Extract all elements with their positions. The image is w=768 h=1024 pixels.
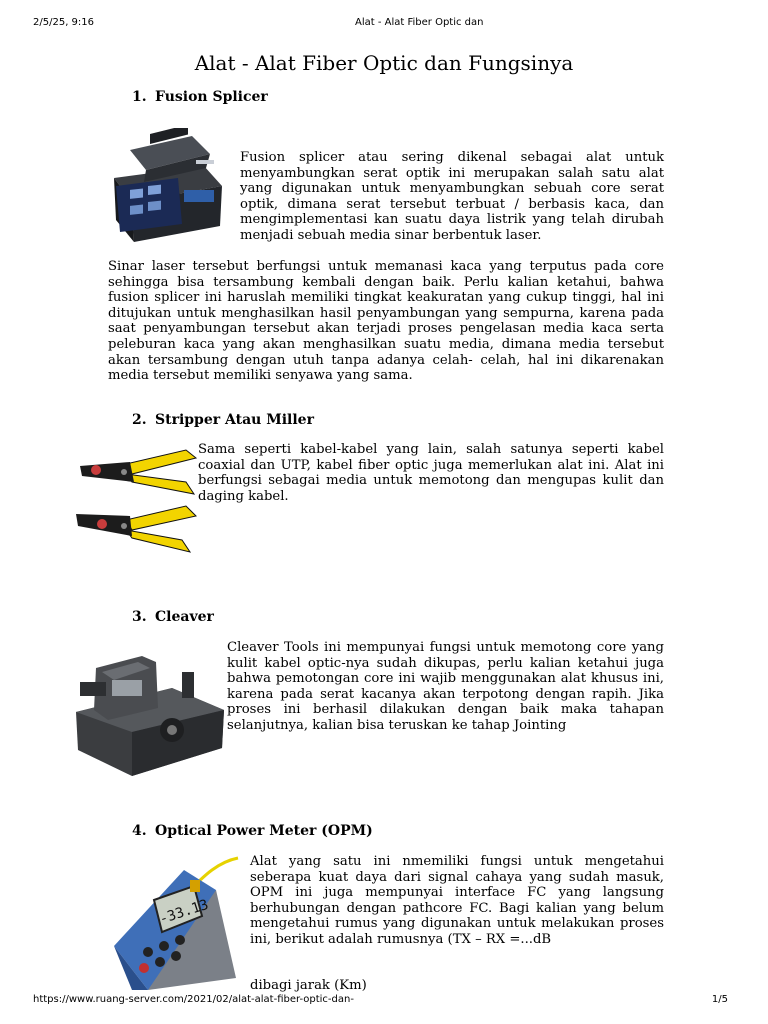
section-number: 2. — [132, 412, 147, 428]
page-title: Alat - Alat Fiber Optic dan Fungsinya — [194, 51, 574, 75]
section-paragraph: Alat yang satu ini nmemiliki fungsi untuk mengetahui seberapa kuat daya dari signal cahaya yang sudah masuk, OPM ini juga mempunyai interface FC yang langsung berhubungan dengan pathcore FC. Bagi kalian yang belum mengetahui rumus yang digunakan untuk melakukan proses ini, berikut adalah rumusnya (TX – RX =...dB — [250, 854, 664, 947]
section-heading-fusion-splicer — [132, 88, 268, 106]
section-title: Cleaver — [155, 609, 214, 625]
section-paragraph: dibagi jarak (Km) — [250, 978, 367, 993]
print-date: 2/5/25, 9:16 — [33, 17, 95, 28]
section-heading-stripper — [132, 411, 314, 429]
section-title: Stripper Atau Miller — [155, 412, 314, 428]
section-heading-opm — [132, 822, 373, 840]
print-header-title: Alat - Alat Fiber Optic dan — [355, 17, 484, 28]
section-paragraph: Sama seperti kabel-kabel yang lain, salah satunya seperti kabel coaxial dan UTP, kabel fiber optic juga memerlukan alat ini. Alat ini berfungsi sebagai media untuk memotong dan mengupas kulit dan daging kabel. — [198, 442, 664, 504]
print-footer-url: https://www.ruang-server.com/2021/02/alat-alat-fiber-optic-dan- — [33, 994, 354, 1005]
section-heading-cleaver — [132, 608, 214, 626]
section-number: 3. — [132, 609, 147, 625]
section-number: 4. — [132, 823, 147, 839]
section-title: Fusion Splicer — [155, 89, 268, 105]
section-paragraph: Sinar laser tersebut berfungsi untuk memanasi kaca yang terputus pada core sehingga bisa tersambung kembali dengan baik. Perlu kalian ketahui, bahwa fusion splicer ini haruslah memiliki tingkat keakuratan yang cukup tinggi, hal ini ditujukan untuk menghasilkan hasil penyambungan yang sempurna, karena pada saat penyambungan tersebut akan terjadi proses pengelasan media kaca serta peleburan kaca yang akan menghasilkan suatu media, dimana media tersebut akan tersambung dengan utuh tanpa adanya celah- celah, hal ini dikarenakan media tersebut memiliki senyawa yang sama. — [108, 259, 664, 384]
opm-display-reading: -33.13 — [157, 896, 211, 928]
cleaver-image — [72, 652, 226, 776]
optical-power-meter-image — [108, 856, 244, 990]
stripper-image — [74, 444, 200, 556]
section-number: 1. — [132, 89, 147, 105]
section-paragraph: Fusion splicer atau sering dikenal sebagai alat untuk menyambungkan serat optik ini merupakan salah satu alat yang digunakan untuk menyambungkan sebuah core serat optik, dimana serat tersebut terbuat / berbasis kaca, dan mengimplementasi kan suatu daya listrik yang telah dirubah menjadi sebuah media sinar berbentuk laser. — [240, 150, 664, 243]
fusion-splicer-image — [110, 128, 226, 246]
print-page-number: 1/5 — [711, 994, 728, 1005]
section-paragraph: Cleaver Tools ini mempunyai fungsi untuk memotong core yang kulit kabel optic-nya sudah dikupas, perlu kalian ketahui juga bahwa pemotongan core ini wajib menggunakan alat khusus ini, karena pada serat kacanya akan terpotong dengan rapih. Jika proses ini berhasil dilakukan dengan baik maka tahapan selanjutnya, kalian bisa teruskan ke tahap Jointing — [227, 640, 664, 733]
section-title: Optical Power Meter (OPM) — [155, 823, 373, 839]
